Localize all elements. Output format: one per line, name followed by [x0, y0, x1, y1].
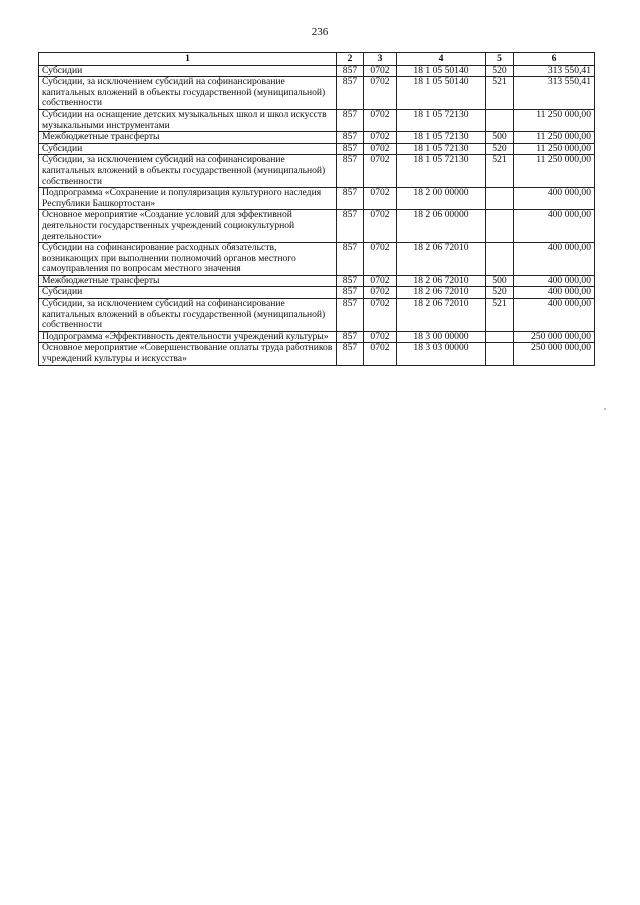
row-name: Субсидии на софинансирование расходных обязательств, возникающих при выполнении полномочий органов местного самоуправления по вопросам местного значения	[39, 243, 337, 276]
table-body	[39, 65, 595, 365]
scan-speck	[604, 408, 606, 410]
header-col-4: 4	[397, 53, 486, 66]
table-row	[39, 275, 595, 287]
page-number: 236	[311, 26, 329, 38]
table-row	[39, 243, 595, 276]
row-code: 857	[337, 331, 364, 343]
row-target: 18 1 05 50140	[397, 65, 486, 77]
row-type: 521	[486, 77, 514, 110]
row-amount: 250 000 000,00	[514, 331, 595, 343]
row-amount: 250 000 000,00	[514, 343, 595, 365]
row-name: Субсидии	[39, 65, 337, 77]
row-target: 18 2 06 72010	[397, 243, 486, 276]
row-code: 857	[337, 77, 364, 110]
row-section: 0702	[364, 210, 397, 243]
row-amount: 400 000,00	[514, 243, 595, 276]
row-amount: 400 000,00	[514, 210, 595, 243]
row-name: Субсидии на оснащение детских музыкальных школ и школ искусств музыкальными инструментами	[39, 109, 337, 131]
row-target: 18 1 05 72130	[397, 155, 486, 188]
row-section: 0702	[364, 77, 397, 110]
row-amount: 313 550,41	[514, 65, 595, 77]
row-section: 0702	[364, 243, 397, 276]
row-code: 857	[337, 210, 364, 243]
table-row	[39, 155, 595, 188]
row-amount: 11 250 000,00	[514, 155, 595, 188]
row-code: 857	[337, 343, 364, 365]
row-section: 0702	[364, 331, 397, 343]
table-row	[39, 77, 595, 110]
row-type	[486, 109, 514, 131]
row-code: 857	[337, 65, 364, 77]
row-name: Субсидии	[39, 143, 337, 155]
row-type	[486, 331, 514, 343]
table-row	[39, 331, 595, 343]
header-col-6: 6	[514, 53, 595, 66]
row-target: 18 1 05 50140	[397, 77, 486, 110]
row-amount: 11 250 000,00	[514, 143, 595, 155]
row-type: 521	[486, 299, 514, 332]
row-section: 0702	[364, 65, 397, 77]
row-type: 520	[486, 65, 514, 77]
row-target: 18 2 06 72010	[397, 275, 486, 287]
row-target: 18 2 06 00000	[397, 210, 486, 243]
row-code: 857	[337, 132, 364, 144]
header-row	[39, 53, 595, 66]
table-row	[39, 65, 595, 77]
table-row	[39, 143, 595, 155]
row-target: 18 3 03 00000	[397, 343, 486, 365]
header-col-2: 2	[337, 53, 364, 66]
row-section: 0702	[364, 275, 397, 287]
row-code: 857	[337, 155, 364, 188]
header-col-3: 3	[364, 53, 397, 66]
table-row	[39, 210, 595, 243]
row-section: 0702	[364, 109, 397, 131]
row-code: 857	[337, 188, 364, 210]
table-row	[39, 287, 595, 299]
row-section: 0702	[364, 155, 397, 188]
row-target: 18 2 06 72010	[397, 287, 486, 299]
row-type	[486, 210, 514, 243]
header-col-1: 1	[39, 53, 337, 66]
header-col-5: 5	[486, 53, 514, 66]
row-section: 0702	[364, 132, 397, 144]
row-type: 500	[486, 132, 514, 144]
row-target: 18 1 05 72130	[397, 132, 486, 144]
row-name: Субсидии	[39, 287, 337, 299]
row-code: 857	[337, 275, 364, 287]
row-type: 520	[486, 287, 514, 299]
row-name: Межбюджетные трансферты	[39, 275, 337, 287]
row-section: 0702	[364, 143, 397, 155]
table-header	[39, 53, 595, 66]
row-amount: 11 250 000,00	[514, 109, 595, 131]
row-target: 18 2 00 00000	[397, 188, 486, 210]
row-target: 18 1 05 72130	[397, 143, 486, 155]
row-name: Основное мероприятие «Создание условий для эффективной деятельности государственных учреждений социокультурной деятельности»	[39, 210, 337, 243]
row-type: 521	[486, 155, 514, 188]
row-target: 18 1 05 72130	[397, 109, 486, 131]
row-name: Межбюджетные трансферты	[39, 132, 337, 144]
row-section: 0702	[364, 188, 397, 210]
table-row	[39, 343, 595, 365]
row-target: 18 2 06 72010	[397, 299, 486, 332]
row-type: 520	[486, 143, 514, 155]
row-code: 857	[337, 299, 364, 332]
row-target: 18 3 00 00000	[397, 331, 486, 343]
table-row	[39, 188, 595, 210]
row-code: 857	[337, 287, 364, 299]
row-amount: 11 250 000,00	[514, 132, 595, 144]
row-type: 500	[486, 275, 514, 287]
table-row	[39, 299, 595, 332]
row-name: Подпрограмма «Эффективность деятельности учреждений культуры»	[39, 331, 337, 343]
budget-table	[38, 52, 595, 366]
row-section: 0702	[364, 299, 397, 332]
table-row	[39, 109, 595, 131]
row-amount: 400 000,00	[514, 287, 595, 299]
row-type	[486, 188, 514, 210]
row-type	[486, 343, 514, 365]
row-amount: 400 000,00	[514, 299, 595, 332]
row-section: 0702	[364, 287, 397, 299]
row-section: 0702	[364, 343, 397, 365]
table-row	[39, 132, 595, 144]
row-name: Субсидии, за исключением субсидий на софинансирование капитальных вложений в объекты государственной (муниципальной) собственности	[39, 299, 337, 332]
row-name: Подпрограмма «Сохранение и популяризация культурного наследия Республики Башкортостан»	[39, 188, 337, 210]
row-amount: 313 550,41	[514, 77, 595, 110]
row-name: Субсидии, за исключением субсидий на софинансирование капитальных вложений в объекты государственной (муниципальной) собственности	[39, 77, 337, 110]
row-type	[486, 243, 514, 276]
row-code: 857	[337, 109, 364, 131]
row-amount: 400 000,00	[514, 275, 595, 287]
row-name: Субсидии, за исключением субсидий на софинансирование капитальных вложений в объекты государственной (муниципальной) собственности	[39, 155, 337, 188]
row-name: Основное мероприятие «Совершенствование оплаты труда работников учреждений культуры и искусства»	[39, 343, 337, 365]
row-amount: 400 000,00	[514, 188, 595, 210]
row-code: 857	[337, 143, 364, 155]
row-code: 857	[337, 243, 364, 276]
